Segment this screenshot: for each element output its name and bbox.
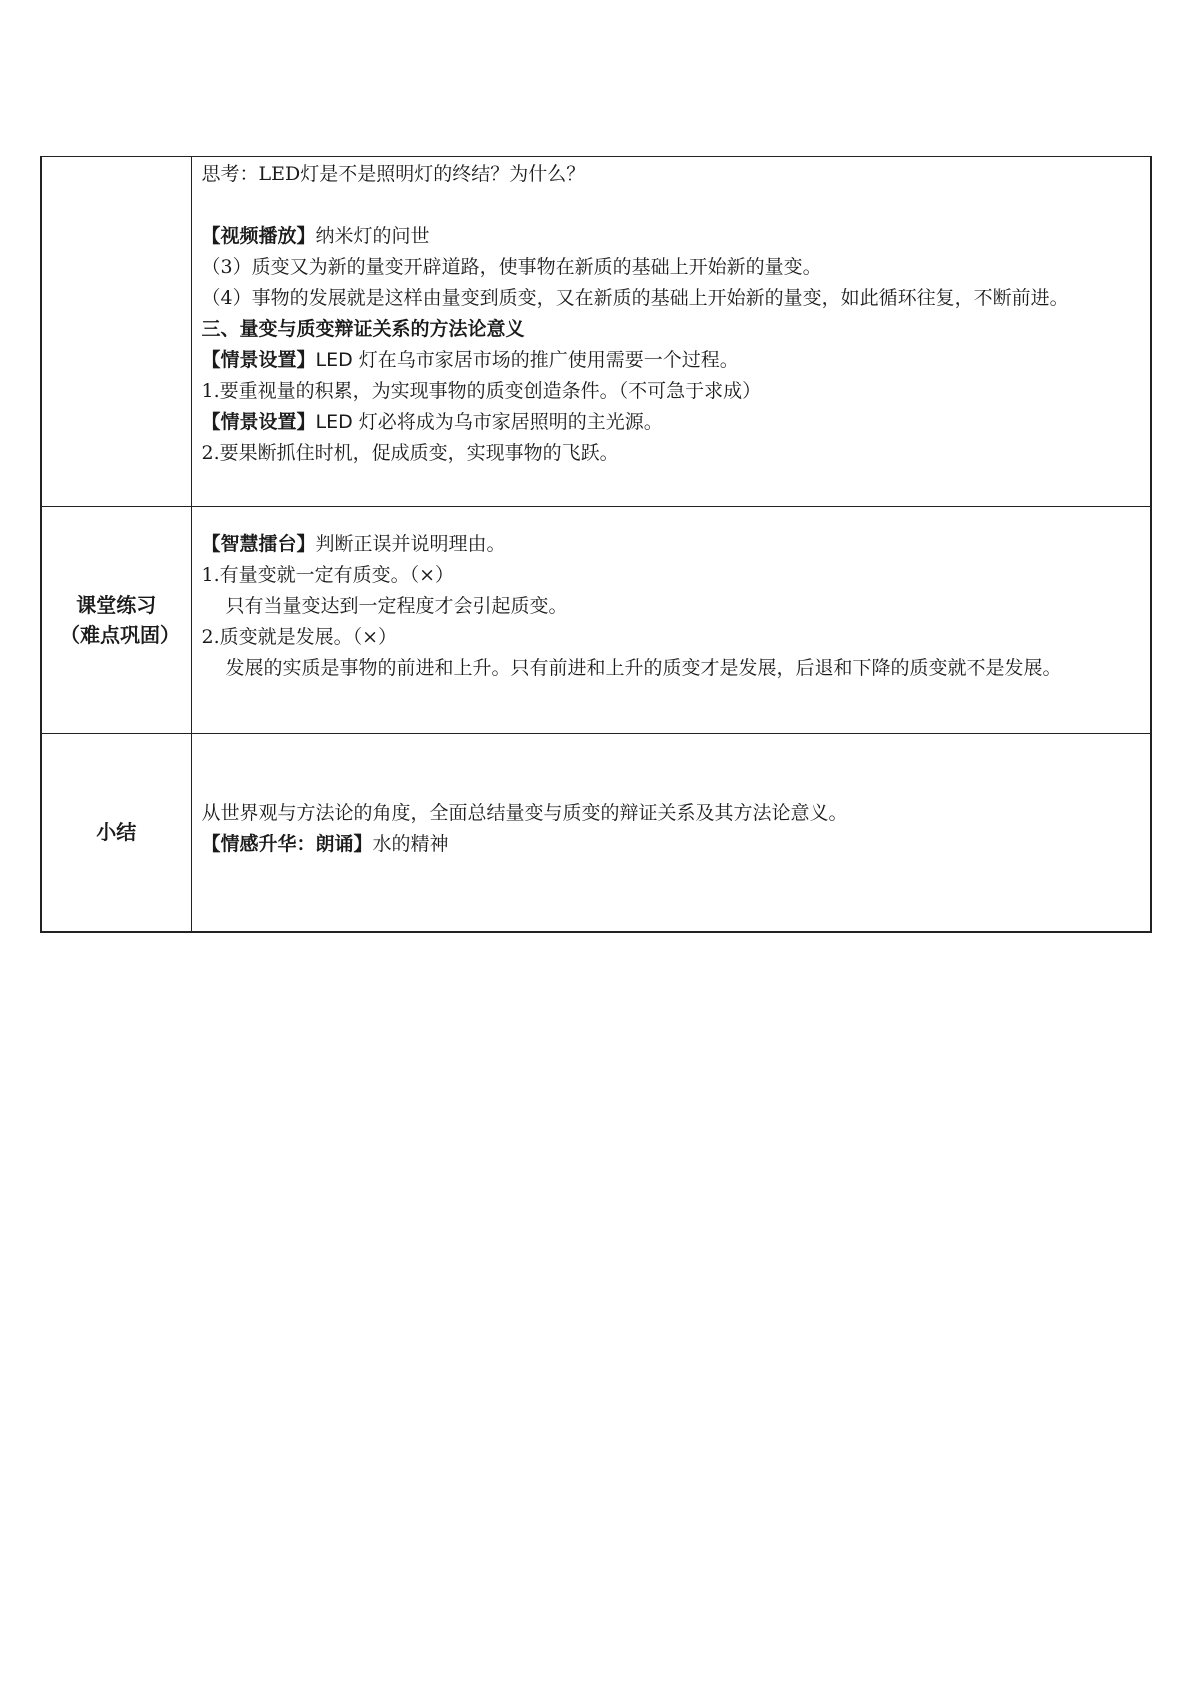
lesson-plan-table [40,156,1152,933]
think-question: 思考：LED灯是不是照明灯的终结？为什么？ [201,163,586,185]
emotion-text: 水的精神 [372,833,449,856]
answer-2: 发展的实质是事物的前进和上升。只有前进和上升的质变才是发展，后退和下降的质变就不是发展。 [225,657,1062,679]
spacer [202,190,1141,221]
section-heading: 三、量变与质变辩证关系的方法论意义 [201,318,525,340]
question-1: 1.有量变就一定有质变。（×） [201,564,455,586]
summary-cell [191,734,1151,932]
scene-line-1 [202,345,1141,376]
scene-text-1: LED 灯在乌市家居市场的推广使用需要一个过程。 [315,349,739,371]
quiz-tag: 【智慧擂台】 [201,533,316,555]
scene-line-2 [202,407,1141,438]
summary-text: 从世界观与方法论的角度，全面总结量变与质变的辩证关系及其方法论意义。 [201,802,848,825]
point-item-4: （4）事物的发展就是这样由量变到质变，又在新质的基础上开始新的量变，如此循环往复，不断前进。 [201,287,1069,309]
scene-text-2: LED 灯必将成为乌市家居照明的主光源。 [315,411,663,433]
row-label [41,157,191,507]
video-text: 纳米灯的问世 [315,225,430,247]
emotion-line [202,829,1141,860]
quiz-text: 判断正误并说明理由。 [315,533,506,555]
method-point-1: 1.要重视量的积累，为实现事物的质变创造条件。（不可急于求成） [201,380,762,402]
point-item-3: （3）质变又为新的量变开辟道路，使事物在新质的基础上开始新的量变。 [201,256,822,278]
scene-tag-1: 【情景设置】 [201,349,316,371]
table-row [41,157,1151,507]
method-point-2: 2.要果断抓住时机，促成质变，实现事物的飞跃。 [201,442,619,464]
table-row [41,734,1151,932]
emotion-tag: 【情感升华：朗诵】 [201,833,373,856]
answer-1: 只有当量变达到一定程度才会引起质变。 [225,595,568,617]
video-tag: 【视频播放】 [201,225,316,247]
scene-tag-2: 【情景设置】 [201,411,316,433]
row-label-practice: 课堂练习（难点巩固） [41,507,191,734]
table-row [41,507,1151,734]
content-cell [191,157,1151,507]
practice-cell [191,507,1151,734]
row-label-summary: 小结 [41,734,191,932]
quiz-line [202,529,1141,560]
video-line [202,221,1141,252]
question-2: 2.质变就是发展。（×） [201,626,398,648]
